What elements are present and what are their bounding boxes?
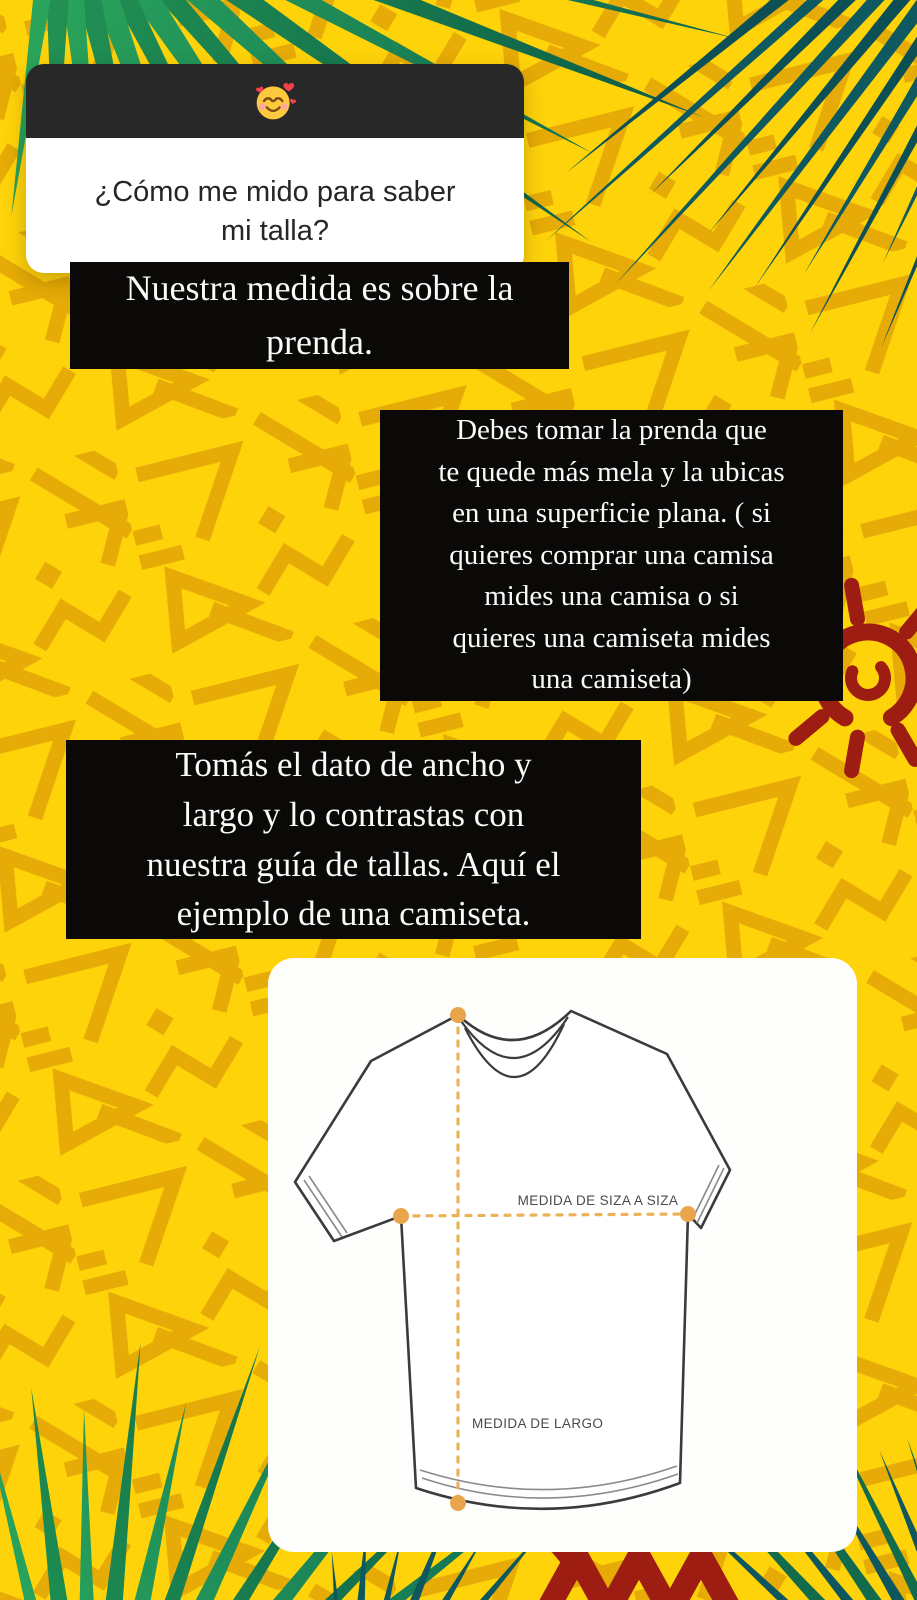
answer-line: Tomás el dato de ancho y <box>175 745 532 785</box>
answer-block-2 <box>380 410 843 701</box>
answer-line: mides una camisa o si <box>484 580 739 613</box>
answer-line: prenda. <box>266 321 373 362</box>
answer-line: una camiseta) <box>531 663 692 696</box>
size-guide-card <box>268 958 857 1552</box>
answer-line: te quede más mela y la ubicas <box>438 455 785 488</box>
question-text-line: mi talla? <box>221 214 329 247</box>
length-measure-label: MEDIDA DE LARGO <box>472 1416 604 1431</box>
answer-line: nuestra guía de tallas. Aquí el <box>146 844 561 884</box>
question-sticker[interactable] <box>26 64 524 273</box>
answer-line: ejemplo de una camiseta. <box>176 894 531 934</box>
answer-block-1 <box>70 262 569 369</box>
question-sticker-header <box>26 64 524 138</box>
tshirt-measurement-diagram <box>268 958 857 1552</box>
question-sticker-body <box>26 138 524 273</box>
answer-block-3 <box>66 740 641 939</box>
answer-line: quieres comprar una camisa <box>449 538 774 571</box>
answer-line: en una superficie plana. ( si <box>452 497 771 530</box>
answer-line: Nuestra medida es sobre la <box>125 268 514 309</box>
tshirt-outline <box>295 1011 730 1509</box>
answer-line: Debes tomar la prenda que <box>456 414 767 447</box>
width-measure-label: MEDIDA DE SIZA A SIZA <box>517 1193 679 1208</box>
palm-frond-top-right <box>545 0 917 348</box>
answer-line: largo y lo contrastas con <box>182 794 525 834</box>
smiling-face-with-hearts-emoji-icon <box>253 79 297 123</box>
question-text-line: ¿Cómo me mido para saber <box>94 176 456 209</box>
answer-line: quieres una camiseta mides <box>452 621 771 654</box>
